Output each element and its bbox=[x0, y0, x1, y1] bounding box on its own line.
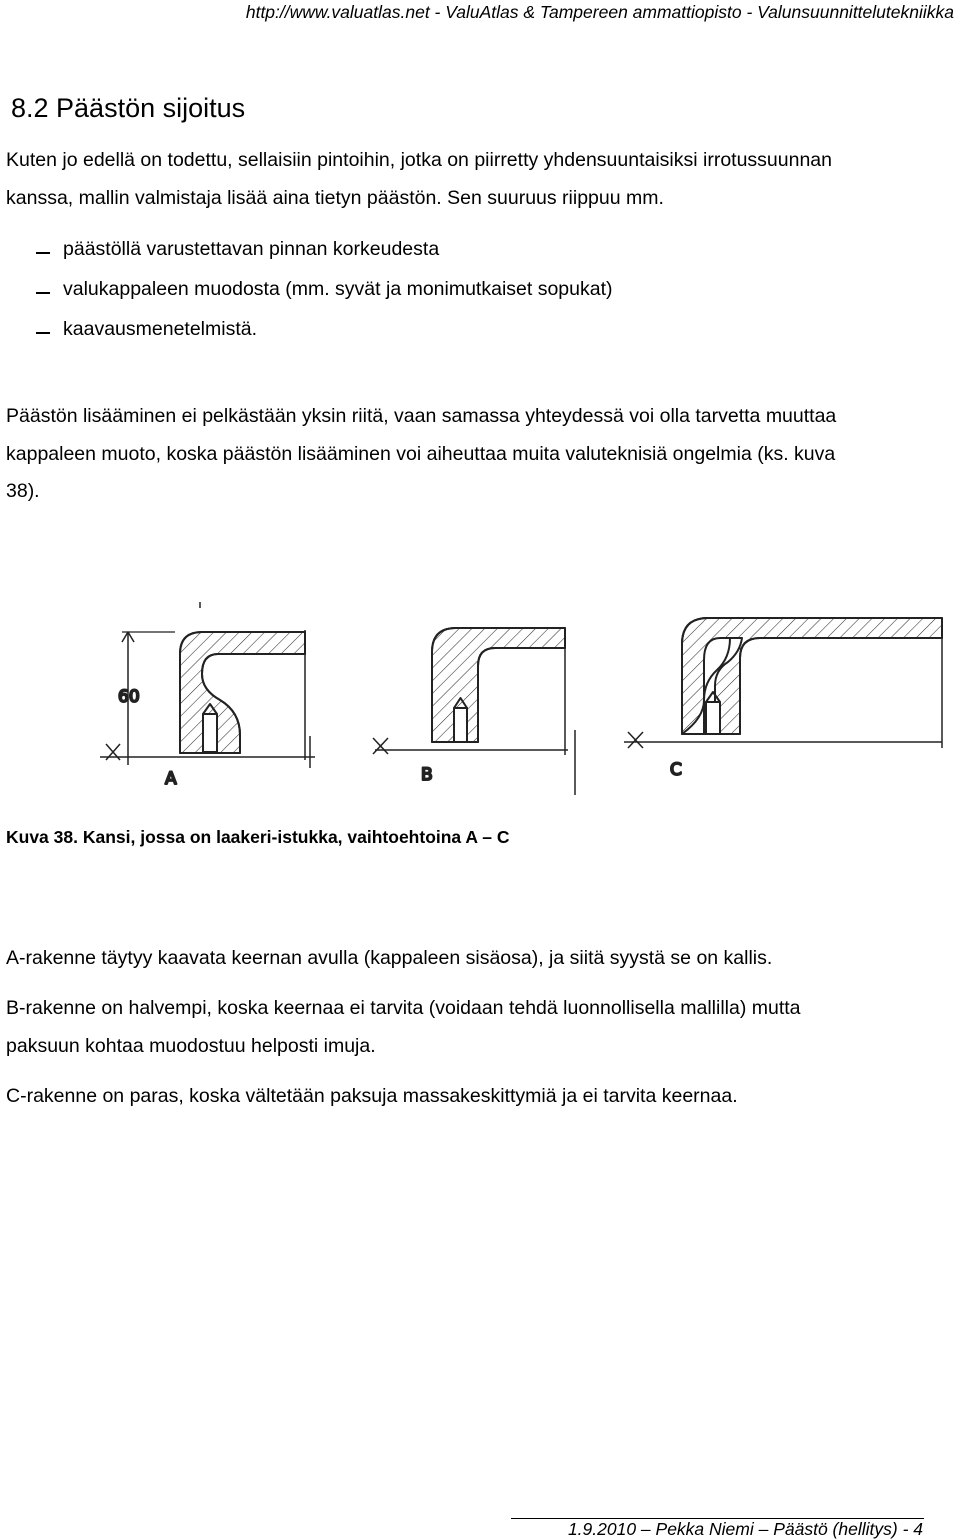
cover-section-drawings bbox=[90, 590, 590, 805]
intro-line-1: Kuten jo edellä on todettu, sellaisiin pintoihin, jotka on piirretty yhdensuuntaisiksi irrotussuunnan bbox=[6, 149, 832, 171]
bullet-text-1: päästöllä varustettavan pinnan korkeudesta bbox=[63, 238, 440, 260]
dash-bullet-icon bbox=[36, 252, 50, 254]
paragraph-2 bbox=[6, 398, 836, 511]
paragraph-a-line-1: A-rakenne täytyy kaavata keernan avulla (kappaleen sisäosa), ja siitä syystä se on kallis. bbox=[6, 947, 773, 969]
page-footer bbox=[511, 1518, 924, 1539]
spacer-svg bbox=[10, 590, 150, 780]
dimension-label: 60 bbox=[118, 687, 140, 707]
variant-b-drawing bbox=[373, 628, 575, 795]
figure-caption: Kuva 38. Kansi, jossa on laakeri-istukka, vaihtoehtoina A – C bbox=[6, 827, 510, 847]
section-title: 8.2 Päästön sijoitus bbox=[11, 93, 246, 123]
footer-text: 1.9.2010 – Pekka Niemi – Päästö (hellitys) - 4 bbox=[567, 1519, 923, 1539]
paragraph-b-line-2: paksuun kohtaa muodostuu helposti imuja. bbox=[6, 1034, 376, 1057]
paragraph-c bbox=[6, 1078, 738, 1116]
paragraph-b-line-1: B-rakenne on halvempi, koska keernaa ei tarvita (voidaan tehdä luonnollisella mallilla) mutta bbox=[6, 997, 801, 1019]
dash-bullet-icon bbox=[36, 332, 50, 334]
paragraph-2-line-3: 38). bbox=[6, 480, 40, 502]
bullet-text-3: kaavausmenetelmistä. bbox=[63, 318, 258, 340]
dash-bullet-icon bbox=[36, 292, 50, 294]
variant-c-drawing bbox=[620, 590, 950, 790]
figure-38 bbox=[90, 590, 590, 810]
variant-label-b: B bbox=[421, 765, 433, 785]
paragraph-2-line-1: Päästön lisääminen ei pelkästään yksin riitä, vaan samassa yhteydessä voi olla tarvetta muuttaa bbox=[6, 405, 837, 427]
variant-label-a: A bbox=[165, 769, 177, 789]
variant-c-figure bbox=[620, 590, 950, 795]
header-url-line[interactable]: http://www.valuatlas.net - ValuAtlas & Tampereen ammattiopisto - Valunsuunnittelutekniikka bbox=[245, 2, 954, 22]
variant-label-c: C bbox=[670, 760, 682, 780]
paragraph-b bbox=[6, 990, 801, 1065]
intro-paragraph bbox=[6, 142, 832, 217]
paragraph-c-line-1: C-rakenne on paras, koska vältetään paksuja massakeskittymiä ja ei tarvita keernaa. bbox=[6, 1085, 738, 1107]
intro-line-2: kanssa, mallin valmistaja lisää aina tietyn päästön. Sen suuruus riippuu mm. bbox=[6, 186, 664, 209]
bullet-text-2: valukappaleen muodosta (mm. syvät ja monimutkaiset sopukat) bbox=[63, 278, 613, 300]
paragraph-2-line-2: kappaleen muoto, koska päästön lisääminen voi aiheuttaa muita valuteknisiä ongelmia (ks. kuva bbox=[6, 442, 836, 465]
paragraph-a bbox=[6, 940, 772, 978]
